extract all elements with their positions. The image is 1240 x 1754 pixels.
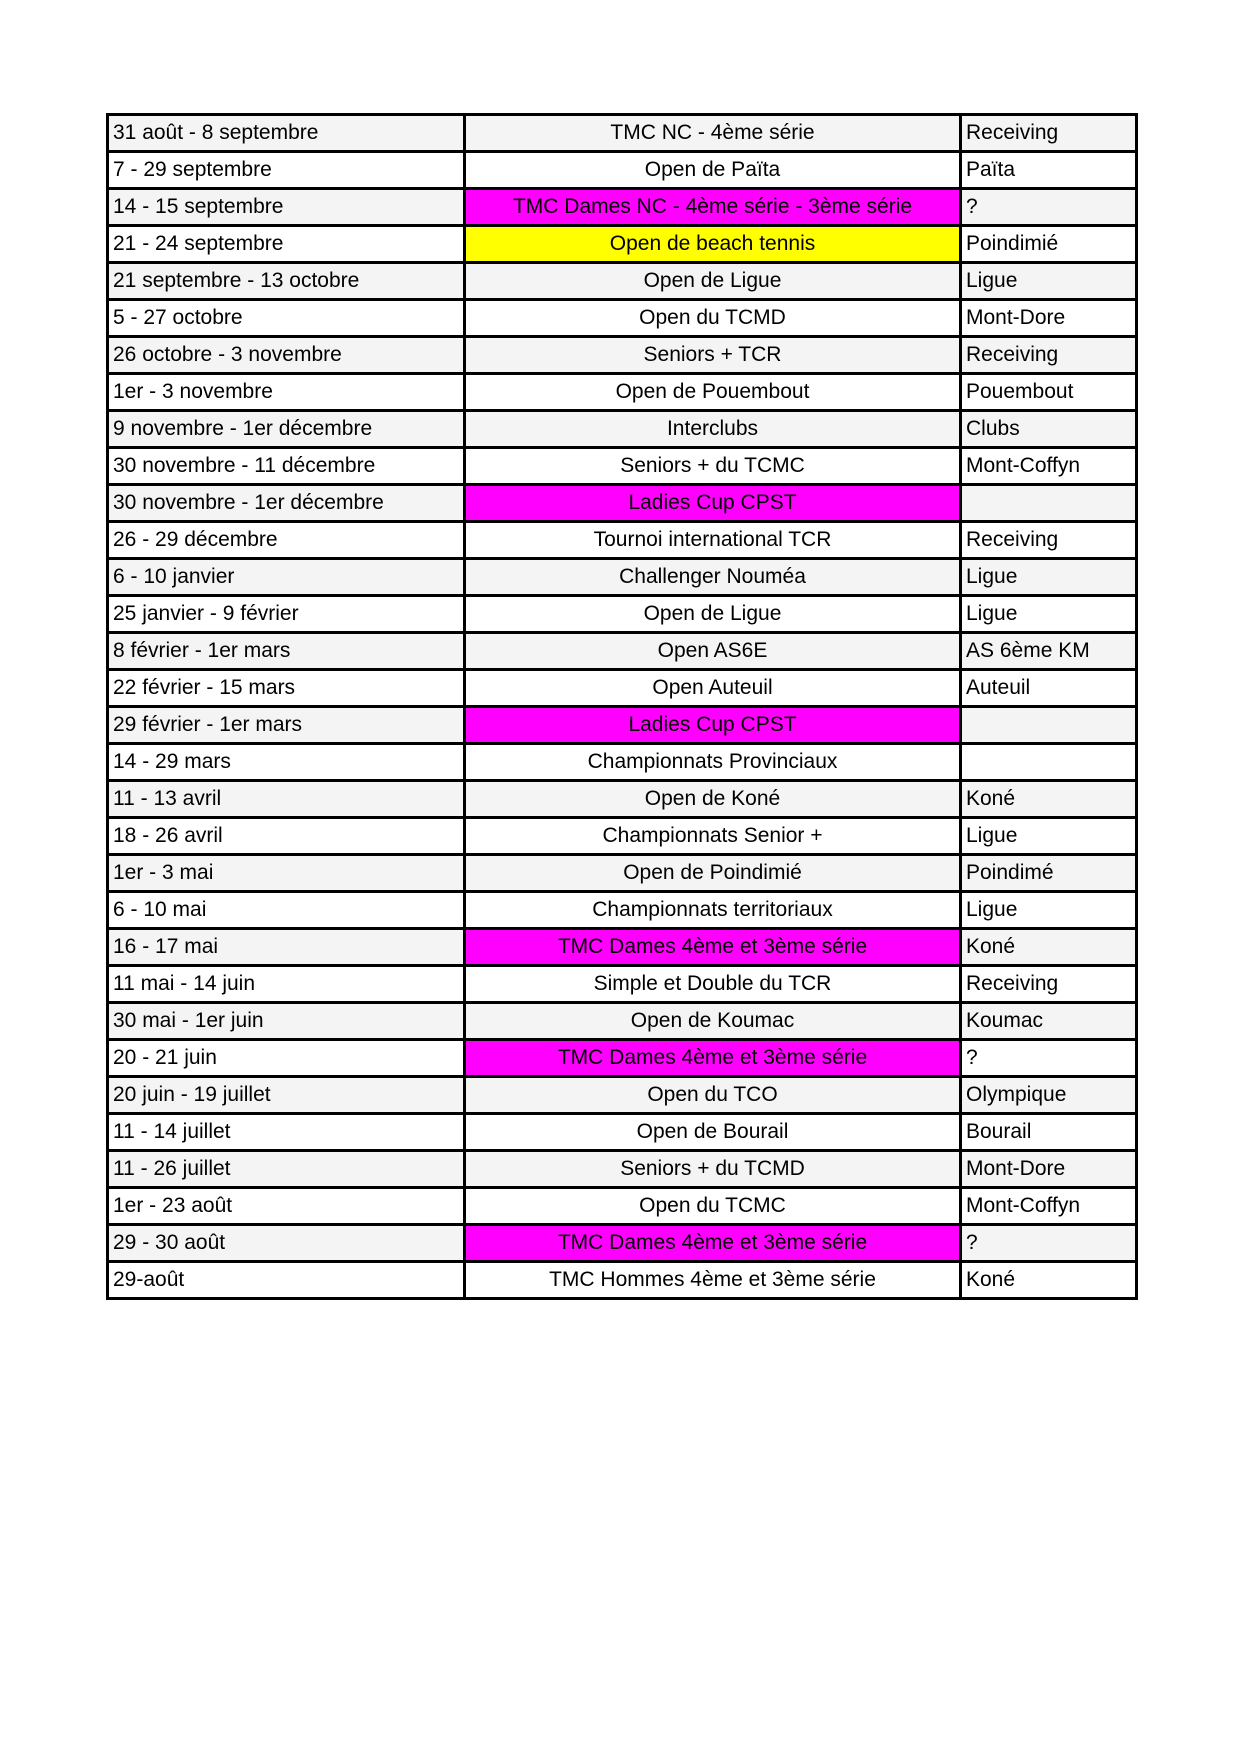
table-row <box>108 596 1137 633</box>
location-cell: Receiving <box>961 337 1137 374</box>
date-cell: 25 janvier - 9 février <box>108 596 465 633</box>
event-cell: TMC Dames 4ème et 3ème série <box>465 1040 961 1077</box>
location-cell: Ligue <box>961 263 1137 300</box>
table-row <box>108 1262 1137 1299</box>
location-cell: Olympique <box>961 1077 1137 1114</box>
event-cell: TMC Dames NC - 4ème série - 3ème série <box>465 189 961 226</box>
table-row <box>108 485 1137 522</box>
date-cell: 7 - 29 septembre <box>108 152 465 189</box>
table-row <box>108 707 1137 744</box>
date-cell: 5 - 27 octobre <box>108 300 465 337</box>
table-row <box>108 818 1137 855</box>
date-cell: 9 novembre - 1er décembre <box>108 411 465 448</box>
event-cell: Championnats Provinciaux <box>465 744 961 781</box>
table-row <box>108 300 1137 337</box>
event-cell: TMC NC - 4ème série <box>465 115 961 152</box>
date-cell: 29 février - 1er mars <box>108 707 465 744</box>
event-cell: Ladies Cup CPST <box>465 707 961 744</box>
table-row <box>108 781 1137 818</box>
event-cell: Challenger Nouméa <box>465 559 961 596</box>
event-cell: Open AS6E <box>465 633 961 670</box>
event-cell: Seniors + du TCMD <box>465 1151 961 1188</box>
table-row <box>108 1225 1137 1262</box>
date-cell: 26 - 29 décembre <box>108 522 465 559</box>
date-cell: 20 juin - 19 juillet <box>108 1077 465 1114</box>
location-cell: Mont-Coffyn <box>961 448 1137 485</box>
table-row <box>108 1188 1137 1225</box>
table-row <box>108 448 1137 485</box>
date-cell: 1er - 3 novembre <box>108 374 465 411</box>
date-cell: 11 - 26 juillet <box>108 1151 465 1188</box>
location-cell: Clubs <box>961 411 1137 448</box>
location-cell: Païta <box>961 152 1137 189</box>
table-row <box>108 115 1137 152</box>
date-cell: 11 - 14 juillet <box>108 1114 465 1151</box>
event-cell: Open de Poindimié <box>465 855 961 892</box>
location-cell: Mont-Coffyn <box>961 1188 1137 1225</box>
table-row <box>108 226 1137 263</box>
event-cell: Open de Koné <box>465 781 961 818</box>
location-cell: Koumac <box>961 1003 1137 1040</box>
table-row <box>108 1151 1137 1188</box>
event-cell: Open de Koumac <box>465 1003 961 1040</box>
event-cell: Open du TCMC <box>465 1188 961 1225</box>
event-cell: Open de Ligue <box>465 263 961 300</box>
event-cell: Seniors + du TCMC <box>465 448 961 485</box>
table-row <box>108 522 1137 559</box>
date-cell: 8 février - 1er mars <box>108 633 465 670</box>
location-cell <box>961 485 1137 522</box>
date-cell: 21 - 24 septembre <box>108 226 465 263</box>
location-cell: Ligue <box>961 559 1137 596</box>
table-row <box>108 189 1137 226</box>
event-cell: Ladies Cup CPST <box>465 485 961 522</box>
table-row <box>108 152 1137 189</box>
date-cell: 22 février - 15 mars <box>108 670 465 707</box>
table-row <box>108 559 1137 596</box>
date-cell: 29-août <box>108 1262 465 1299</box>
location-cell: Bourail <box>961 1114 1137 1151</box>
location-cell: Mont-Dore <box>961 300 1137 337</box>
location-cell: Koné <box>961 1262 1137 1299</box>
location-cell: Auteuil <box>961 670 1137 707</box>
date-cell: 14 - 29 mars <box>108 744 465 781</box>
date-cell: 6 - 10 janvier <box>108 559 465 596</box>
location-cell: Poindimié <box>961 226 1137 263</box>
date-cell: 1er - 3 mai <box>108 855 465 892</box>
date-cell: 1er - 23 août <box>108 1188 465 1225</box>
location-cell: Receiving <box>961 522 1137 559</box>
table-row <box>108 1003 1137 1040</box>
date-cell: 14 - 15 septembre <box>108 189 465 226</box>
table-row <box>108 411 1137 448</box>
location-cell: Ligue <box>961 596 1137 633</box>
date-cell: 16 - 17 mai <box>108 929 465 966</box>
table-row <box>108 929 1137 966</box>
table-row <box>108 374 1137 411</box>
event-cell: Open de Pouembout <box>465 374 961 411</box>
date-cell: 30 novembre - 1er décembre <box>108 485 465 522</box>
table-row <box>108 892 1137 929</box>
calendar-body <box>108 115 1137 1299</box>
event-cell: Open de Païta <box>465 152 961 189</box>
date-cell: 20 - 21 juin <box>108 1040 465 1077</box>
event-cell: Open de Bourail <box>465 1114 961 1151</box>
date-cell: 18 - 26 avril <box>108 818 465 855</box>
date-cell: 29 - 30 août <box>108 1225 465 1262</box>
table-row <box>108 1114 1137 1151</box>
event-cell: Open du TCMD <box>465 300 961 337</box>
location-cell: ? <box>961 1225 1137 1262</box>
date-cell: 6 - 10 mai <box>108 892 465 929</box>
location-cell: ? <box>961 189 1137 226</box>
event-cell: TMC Hommes 4ème et 3ème série <box>465 1262 961 1299</box>
location-cell: Receiving <box>961 966 1137 1003</box>
event-cell: Seniors + TCR <box>465 337 961 374</box>
date-cell: 11 - 13 avril <box>108 781 465 818</box>
location-cell: Pouembout <box>961 374 1137 411</box>
table-row <box>108 633 1137 670</box>
table-row <box>108 744 1137 781</box>
location-cell: Poindimé <box>961 855 1137 892</box>
date-cell: 30 mai - 1er juin <box>108 1003 465 1040</box>
date-cell: 11 mai - 14 juin <box>108 966 465 1003</box>
table-row <box>108 263 1137 300</box>
location-cell: ? <box>961 1040 1137 1077</box>
event-cell: TMC Dames 4ème et 3ème série <box>465 929 961 966</box>
location-cell: Receiving <box>961 115 1137 152</box>
table-row <box>108 670 1137 707</box>
table-row <box>108 855 1137 892</box>
date-cell: 31 août - 8 septembre <box>108 115 465 152</box>
event-cell: Open de beach tennis <box>465 226 961 263</box>
event-cell: Tournoi international TCR <box>465 522 961 559</box>
location-cell: Ligue <box>961 892 1137 929</box>
event-cell: Interclubs <box>465 411 961 448</box>
location-cell: AS 6ème KM <box>961 633 1137 670</box>
table-row <box>108 1040 1137 1077</box>
event-cell: TMC Dames 4ème et 3ème série <box>465 1225 961 1262</box>
event-cell: Open de Ligue <box>465 596 961 633</box>
table-row <box>108 966 1137 1003</box>
location-cell: Ligue <box>961 818 1137 855</box>
event-cell: Championnats territoriaux <box>465 892 961 929</box>
location-cell: Koné <box>961 929 1137 966</box>
event-cell: Championnats Senior + <box>465 818 961 855</box>
location-cell <box>961 744 1137 781</box>
table-row <box>108 1077 1137 1114</box>
date-cell: 21 septembre - 13 octobre <box>108 263 465 300</box>
date-cell: 30 novembre - 11 décembre <box>108 448 465 485</box>
event-cell: Open Auteuil <box>465 670 961 707</box>
tournament-calendar-table <box>106 113 1138 1300</box>
event-cell: Open du TCO <box>465 1077 961 1114</box>
table-row <box>108 337 1137 374</box>
location-cell: Koné <box>961 781 1137 818</box>
date-cell: 26 octobre - 3 novembre <box>108 337 465 374</box>
event-cell: Simple et Double du TCR <box>465 966 961 1003</box>
location-cell: Mont-Dore <box>961 1151 1137 1188</box>
location-cell <box>961 707 1137 744</box>
